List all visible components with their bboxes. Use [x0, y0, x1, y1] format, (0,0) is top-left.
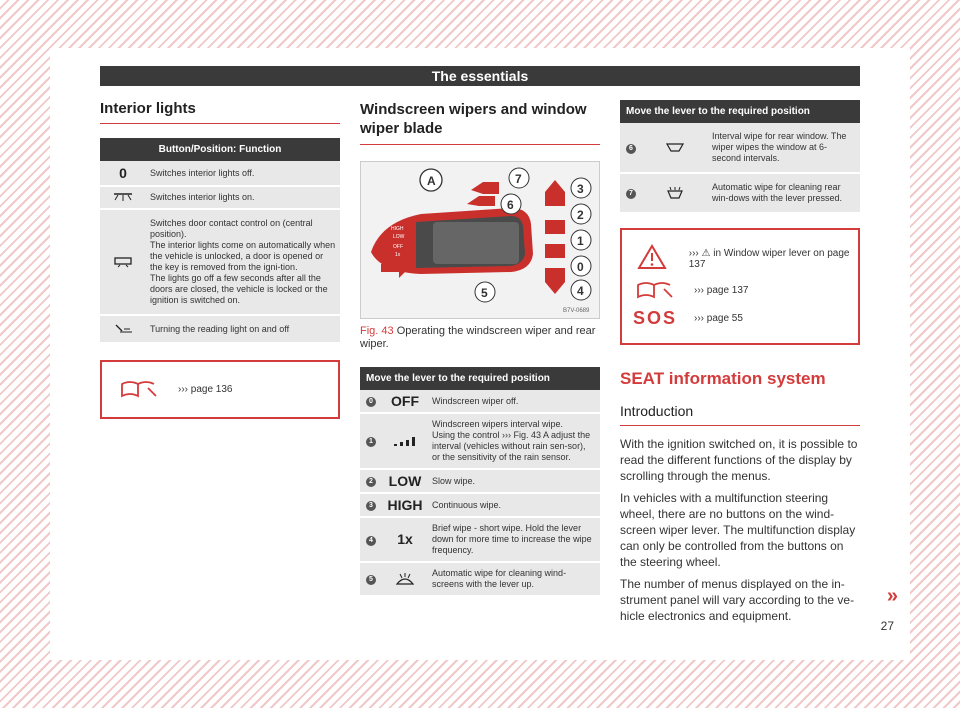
wipers-section [360, 100, 600, 597]
warning-triangle-icon [630, 244, 675, 273]
row-text: Automatic wipe for cleaning rear win-dows with the lever pressed. [708, 173, 860, 213]
position-number: 0 [366, 397, 376, 407]
door-contact-icon [100, 209, 146, 315]
rear-reference-box [620, 228, 860, 345]
position-number: 6 [626, 144, 636, 154]
position-number: 2 [366, 477, 376, 487]
fig-high-label: HIGH [391, 226, 404, 232]
fig-label-a: A [427, 174, 436, 188]
interior-lights-section [100, 100, 340, 419]
figure-caption [360, 325, 600, 351]
fig-off-label: OFF [393, 244, 403, 250]
table-row [100, 315, 340, 343]
position-number: 7 [626, 189, 636, 199]
row-text: Switches interior lights off. [146, 161, 340, 186]
row-text: Brief wipe - short wipe. Hold the lever down for more time to increase the wipe frequency. [428, 517, 600, 562]
table-row [100, 209, 340, 315]
paragraph: The number of menus displayed on the in-strument panel will vary according to the ve-hicle electronics and equipment. [620, 577, 855, 623]
low-symbol: LOW [382, 469, 428, 493]
position-number: 1 [366, 437, 376, 447]
table-row [620, 123, 860, 173]
interior-reference-box [100, 360, 340, 419]
fig-label-6: 6 [507, 198, 514, 212]
table-row [360, 517, 600, 562]
wiper-lever-illustration [361, 162, 599, 318]
row-text: Slow wipe. [428, 469, 600, 493]
fig-label-1: 1 [577, 234, 584, 248]
fig-label-5: 5 [481, 286, 488, 300]
zero-symbol: 0 [100, 161, 146, 186]
paragraph: In vehicles with a multifunction steering wheel, there are no buttons on the wind-screen wiper lever. The multifunction display can only be controlled from the buttons on the steering wheel. [620, 491, 856, 569]
sos-reference[interactable]: ››› page 55 [694, 313, 743, 324]
row-text: Windscreen wiper off. [428, 390, 600, 413]
windscreen-washer-icon [382, 562, 428, 596]
table-row [360, 493, 600, 517]
row-text: Automatic wipe for cleaning wind-screens with the lever up. [428, 562, 600, 596]
seat-info-title: SEAT information system [620, 369, 826, 388]
rear-table-header: Move the lever to the required position [620, 100, 860, 123]
page-number: 27 [880, 619, 894, 633]
paragraph: With the ignition switched on, it is possible to read the different functions of the display by scrolling through the menus. [620, 437, 858, 483]
figure-label: Fig. 43 [360, 325, 394, 337]
position-number: 5 [366, 575, 376, 585]
reading-light-icon [100, 315, 146, 343]
interior-lights-table [100, 138, 340, 344]
row-text: Turning the reading light on and off [146, 315, 340, 343]
table-row [360, 413, 600, 469]
position-number: 4 [366, 536, 376, 546]
table-row [620, 173, 860, 213]
row-text: Switches door contact control on (central position). The interior lights come on automatically when the vehicle is unlocked, a door is opened or the key is removed from the igni-tion. The lights go off a few seconds after all the doors are closed, the vehicle is locked or the ignition is switched on. [146, 209, 340, 315]
introduction-text [620, 436, 860, 624]
fig-label-4: 4 [577, 284, 584, 298]
fig-code: B7V-0689 [563, 308, 590, 314]
one-x-symbol: 1x [382, 517, 428, 562]
row-text: Windscreen wipers interval wipe. Using the control ››› Fig. 43 A adjust the interval (vehicles without rain sen-sor), or the sensitivity of the rain sensor. [428, 413, 600, 469]
fig-label-0: 0 [577, 260, 584, 274]
introduction-title: Introduction [620, 403, 860, 426]
high-symbol: HIGH [382, 493, 428, 517]
row-text: Continuous wipe. [428, 493, 600, 517]
fig-label-7: 7 [515, 172, 522, 186]
wipers-title: Windscreen wipers and window wiper blade [360, 100, 600, 145]
table-row [360, 390, 600, 413]
fig-label-3: 3 [577, 182, 584, 196]
table-row [100, 186, 340, 209]
fig-1x-label: 1x [395, 252, 401, 258]
figure-caption-text: Operating the windscreen wiper and rear wiper. [360, 325, 596, 350]
page-reference[interactable]: ››› page 136 [178, 384, 233, 395]
continue-mark: » [886, 585, 898, 607]
warning-reference[interactable]: ››› ⚠ in Window wiper lever on page 137 [688, 247, 850, 270]
interior-lights-title: Interior lights [100, 100, 340, 124]
row-text: Switches interior lights on. [146, 186, 340, 209]
book-icon [630, 277, 680, 304]
wiper-positions-table [360, 367, 600, 597]
book-icon [114, 376, 164, 403]
position-number: 3 [366, 501, 376, 511]
wiper-figure [360, 161, 600, 319]
fig-label-2: 2 [577, 208, 584, 222]
fig-low-label: LOW [393, 234, 405, 240]
page-header: The essentials [100, 66, 860, 86]
table-row [360, 562, 600, 596]
rear-interval-icon [642, 123, 708, 173]
interior-light-on-icon [100, 186, 146, 209]
interval-bars-icon [382, 413, 428, 469]
table-row [360, 469, 600, 493]
book-reference[interactable]: ››› page 137 [694, 285, 749, 296]
right-column [620, 100, 860, 630]
sos-icon: SOS [632, 308, 677, 328]
wiper-table-header: Move the lever to the required position [360, 367, 600, 390]
row-text: Interval wipe for rear window. The wiper wipes the window at 6-second intervals. [708, 123, 860, 173]
off-symbol: OFF [382, 390, 428, 413]
rear-wiper-table [620, 100, 860, 214]
table-row [100, 161, 340, 186]
interior-table-header: Button/Position: Function [100, 138, 340, 161]
rear-washer-icon [642, 173, 708, 213]
